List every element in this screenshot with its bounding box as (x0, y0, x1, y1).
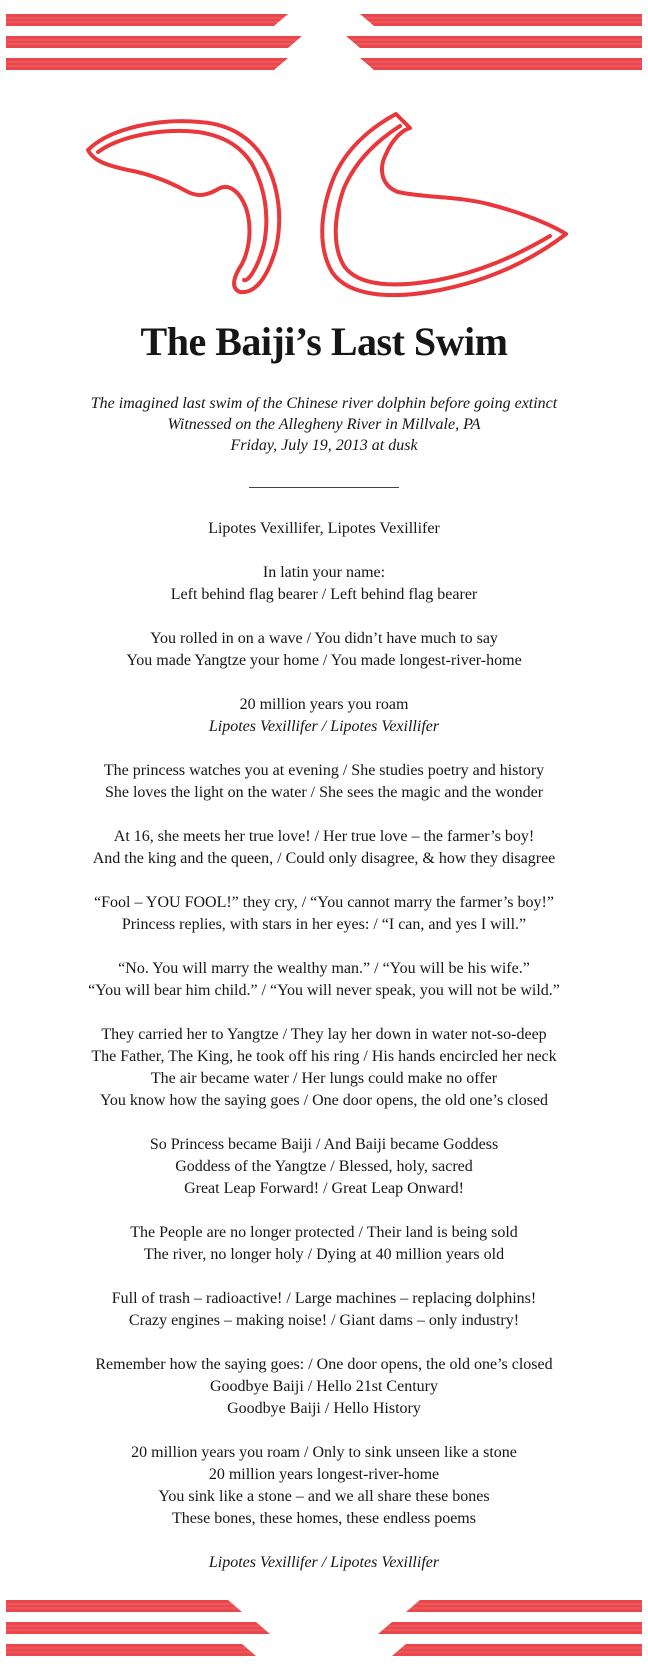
poem-line: So Princess became Baiji / And Baiji became Goddess (149, 1136, 499, 1153)
poem-stanza (0, 1442, 648, 1530)
red-stripes-bottom-icon (0, 1594, 648, 1674)
poem-line: Great Leap Forward! / Great Leap Onward! (184, 1180, 464, 1197)
poem-line: They carried her to Yangtze / They lay her down in water not-so-deep (101, 1026, 547, 1043)
poem-line: And the king and the queen, / Could only disagree, & how they disagree (92, 850, 556, 867)
poem-line: At 16, she meets her true love! / Her true love – the farmer’s boy! (113, 828, 535, 845)
poem-stanza (0, 1552, 648, 1574)
dolphin-outline-left-icon (88, 121, 279, 292)
poem-line: “No. You will marry the wealthy man.” / “You will be his wife.” (118, 960, 530, 977)
poem-line: Crazy engines – making noise! / Giant dams – only industry! (128, 1312, 520, 1329)
poem-line: “You will bear him child.” / “You will never speak, you will not be wild.” (88, 982, 560, 999)
poem-stanza (0, 826, 648, 870)
poem-line: Princess replies, with stars in her eyes: / “I can, and yes I will.” (121, 916, 527, 933)
poem-line: “Fool – YOU FOOL!” they cry, / “You cannot marry the farmer’s boy!” (94, 894, 554, 911)
poem (0, 518, 648, 1596)
poem-line: You know how the saying goes / One door opens, the old one’s closed (99, 1092, 549, 1109)
subtitle-line: Friday, July 19, 2013 at dusk (230, 437, 418, 454)
subtitle-line: Witnessed on the Allegheny River in Millvale, PA (167, 416, 481, 433)
poem-line: Left behind flag bearer / Left behind flag bearer (170, 586, 478, 603)
poem-stanza (0, 1024, 648, 1112)
poem-line: Goodbye Baiji / Hello 21st Century (210, 1378, 438, 1395)
poem-line: You made Yangtze your home / You made longest-river-home (126, 652, 522, 669)
divider (249, 487, 399, 488)
poem-line: Goodbye Baiji / Hello History (227, 1400, 421, 1417)
poem-line: Remember how the saying goes: / One door opens, the old one’s closed (95, 1356, 553, 1373)
poem-line: The river, no longer holy / Dying at 40 million years old (143, 1246, 505, 1263)
poem-line: She loves the light on the water / She sees the magic and the wonder (104, 784, 544, 801)
poem-line: Goddess of the Yangtze / Blessed, holy, sacred (175, 1158, 473, 1175)
poem-line: You sink like a stone – and we all share these bones (158, 1488, 490, 1505)
poem-line: The princess watches you at evening / She studies poetry and history (103, 762, 545, 779)
poem-stanza (0, 1134, 648, 1200)
poem-line: Lipotes Vexillifer / Lipotes Vexillifer (208, 718, 440, 735)
poem-line: Lipotes Vexillifer / Lipotes Vexillifer (208, 1554, 440, 1571)
poem-stanza (0, 628, 648, 672)
dolphin-outline-right-icon (322, 114, 566, 295)
poem-line: 20 million years longest-river-home (208, 1466, 440, 1483)
poem-stanza (0, 1354, 648, 1420)
poem-line: Lipotes Vexillifer, Lipotes Vexillifer (208, 520, 440, 537)
poem-stanza (0, 760, 648, 804)
poem-stanza (0, 694, 648, 738)
dolphins-illustration (80, 108, 570, 304)
poem-line: In latin your name: (262, 564, 386, 581)
poem-stanza (0, 562, 648, 606)
poem-stanza (0, 518, 648, 540)
poem-line: 20 million years you roam / Only to sink unseen like a stone (131, 1444, 517, 1461)
poem-line: The Father, The King, he took off his ring / His hands encircled her neck (91, 1048, 557, 1065)
poem-stanza (0, 1288, 648, 1332)
red-stripes-top-icon (0, 8, 648, 88)
poem-line: Full of trash – radioactive! / Large machines – replacing dolphins! (111, 1290, 537, 1307)
subtitle-block (0, 393, 648, 456)
poem-stanza (0, 1222, 648, 1266)
poem-line: 20 million years you roam (239, 696, 409, 713)
poem-line: These bones, these homes, these endless poems (172, 1510, 476, 1527)
poem-stanza (0, 892, 648, 936)
poem-line: The People are no longer protected / Their land is being sold (130, 1224, 518, 1241)
poem-line: The air became water / Her lungs could make no offer (150, 1070, 498, 1087)
subtitle-line: The imagined last swim of the Chinese river dolphin before going extinct (90, 395, 558, 412)
poem-line: You rolled in on a wave / You didn’t have much to say (150, 630, 498, 647)
poem-stanza (0, 958, 648, 1002)
page-title: The Baiji’s Last Swim (140, 319, 508, 364)
